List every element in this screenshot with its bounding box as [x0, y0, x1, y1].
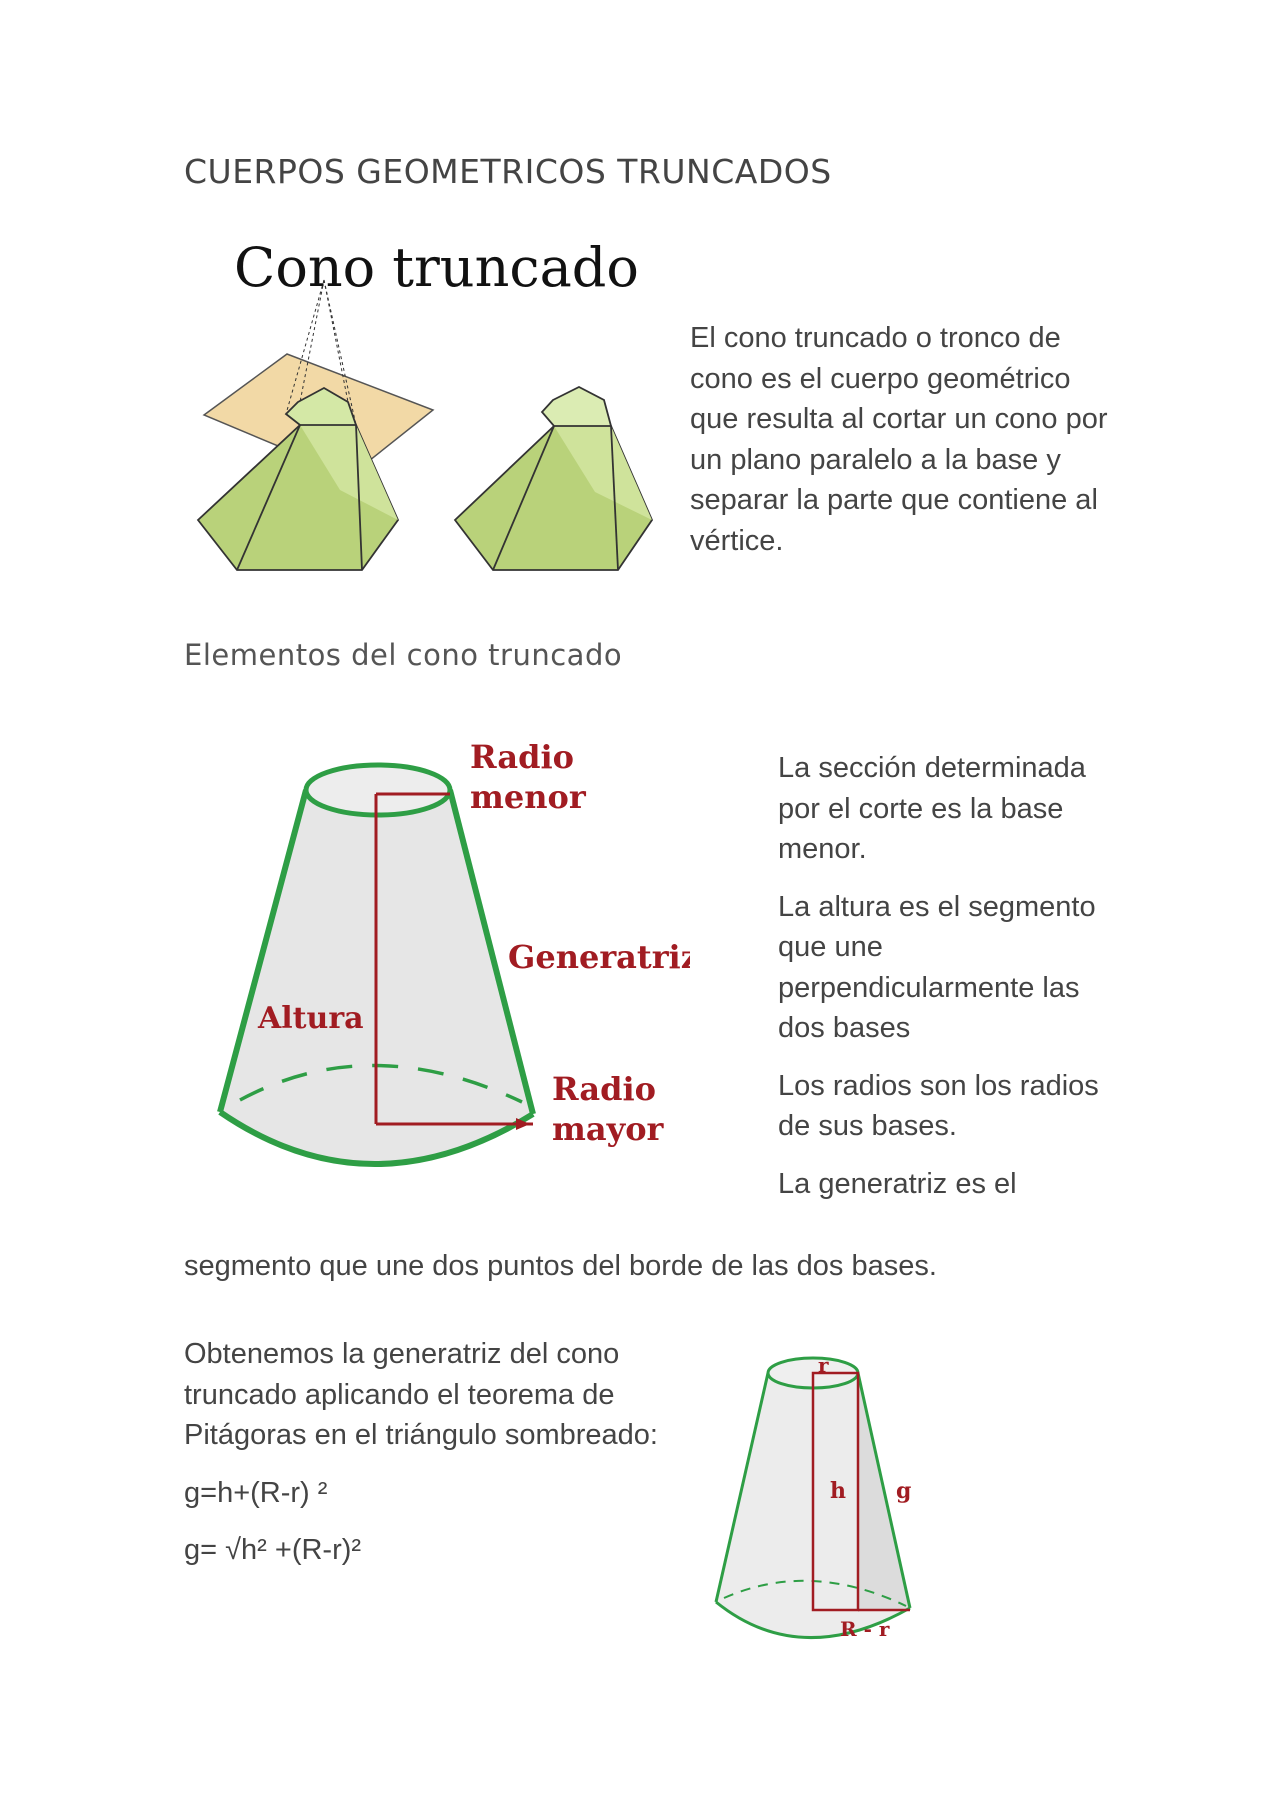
truncated-pyramid-drawing — [190, 230, 690, 580]
definitions-list — [778, 748, 1108, 1204]
intro-paragraph: El cono truncado o tronco de cono es el cuerpo geométrico que resulta al cortar un cono por un plano paralelo a la base y separar la parte que contiene al vértice. — [690, 322, 1108, 557]
label-generatriz: Generatriz — [508, 938, 690, 976]
document-title: CUERPOS GEOMETRICOS TRUNCADOS — [184, 152, 832, 191]
label-radio-mayor-2: mayor — [552, 1110, 664, 1148]
definition-altura: La altura es el segmento que une perpendicularmente las dos bases — [778, 890, 1096, 1044]
definition-radios: Los radios son los radios de sus bases. — [778, 1069, 1099, 1142]
label-altura: Altura — [258, 1001, 364, 1036]
cone-elements-drawing — [210, 740, 690, 1200]
label-r: r — [818, 1353, 829, 1377]
formula-1: g=h+(R-r) ² — [184, 1476, 328, 1509]
formula-2: g= √h² +(R-r)² — [184, 1534, 362, 1566]
pythagoras-block — [184, 1334, 664, 1571]
label-h: h — [830, 1478, 846, 1504]
figure-title: Cono truncado — [234, 236, 639, 299]
label-radio-menor-2: menor — [470, 778, 586, 816]
definition-continuation: segmento que une dos puntos del borde de las dos bases. — [184, 1250, 937, 1282]
label-g: g — [896, 1478, 912, 1504]
figure-truncated-cone-illustration — [190, 230, 690, 580]
label-radio-menor-1: Radio — [470, 740, 574, 776]
figure-cone-elements — [210, 740, 690, 1200]
definition-base-menor: La sección determinada por el corte es la base menor. — [778, 752, 1086, 865]
definition-generatriz: La generatriz es el — [778, 1167, 1017, 1200]
figure-generatrix-triangle — [700, 1340, 940, 1670]
elements-heading: Elementos del cono truncado — [184, 638, 623, 672]
label-radio-mayor-1: Radio — [552, 1070, 656, 1108]
pythagoras-paragraph: Obtenemos la generatriz del cono truncado aplicando el teorema de Pitágoras en el triángulo sombreado: — [184, 1338, 658, 1451]
label-R-minus-r: R - r — [840, 1617, 890, 1641]
generatrix-triangle-drawing — [700, 1340, 940, 1670]
right-pyramid-top — [542, 387, 611, 426]
